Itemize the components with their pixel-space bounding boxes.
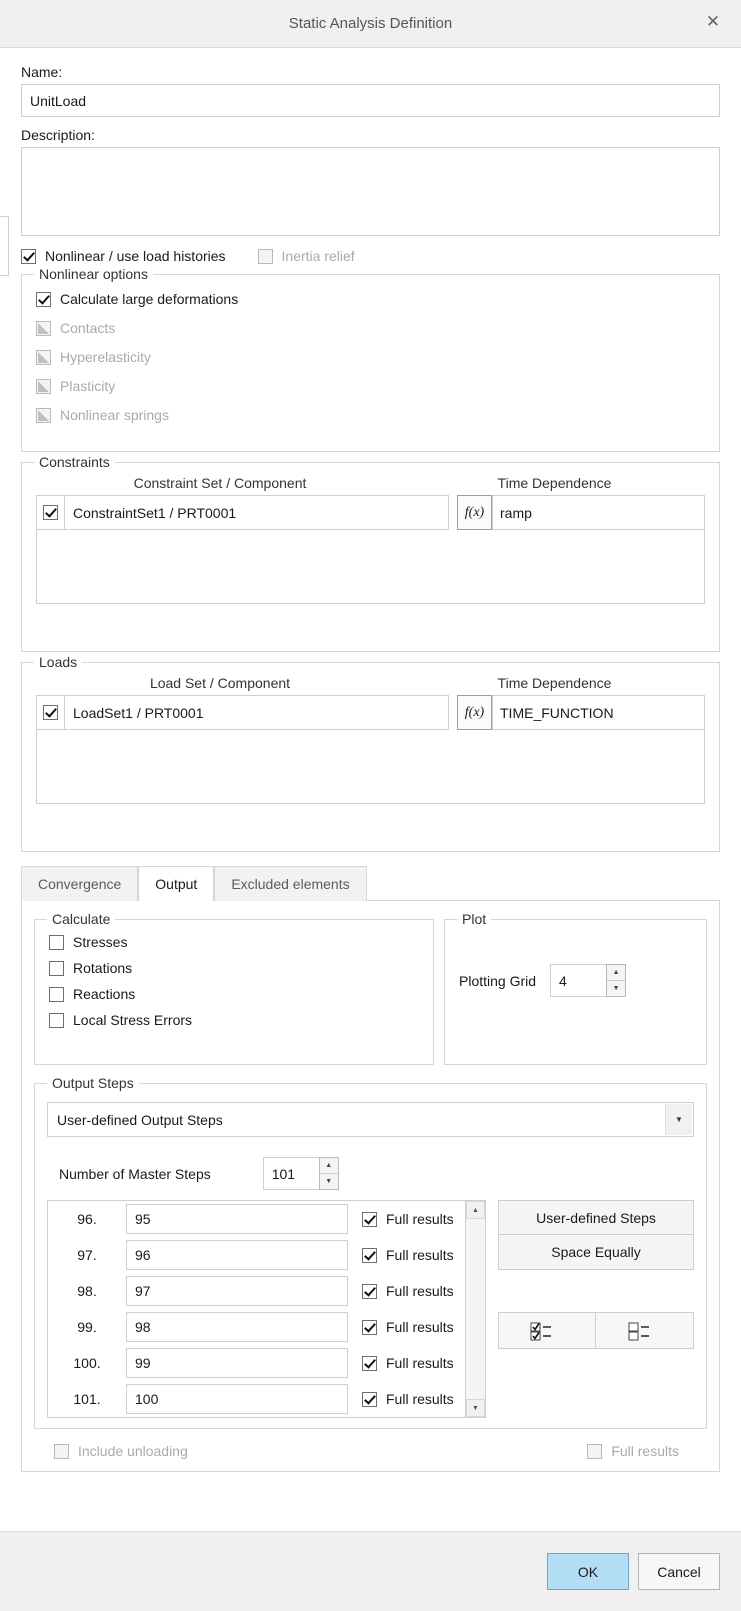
check-all-icon[interactable] bbox=[498, 1312, 596, 1349]
output-tab-panel bbox=[21, 900, 720, 1472]
checkbox-box bbox=[36, 350, 51, 365]
calculate-reactions[interactable] bbox=[49, 986, 419, 1002]
calculate-label: Stresses bbox=[73, 934, 128, 950]
checkbox-box bbox=[362, 1356, 377, 1371]
step-value-input[interactable]: 95 bbox=[126, 1204, 348, 1234]
steps-area bbox=[47, 1200, 694, 1418]
constraint-set-value[interactable]: ConstraintSet1 / PRT0001 bbox=[64, 495, 449, 530]
scroll-down-icon[interactable]: ▼ bbox=[466, 1399, 485, 1417]
step-value-input[interactable]: 98 bbox=[126, 1312, 348, 1342]
include-unloading-label: Include unloading bbox=[78, 1443, 188, 1459]
calculate-local-stress-errors[interactable] bbox=[49, 1012, 419, 1028]
option-label: Nonlinear springs bbox=[60, 407, 169, 423]
checkbox-box bbox=[49, 1013, 64, 1028]
step-full-results-label: Full results bbox=[386, 1211, 454, 1227]
option-nonlinear-springs bbox=[36, 407, 705, 423]
nonlinear-options-legend: Nonlinear options bbox=[34, 266, 153, 282]
master-steps-value[interactable]: 101 bbox=[263, 1157, 319, 1190]
function-icon[interactable]: f(x) bbox=[457, 495, 492, 530]
step-full-results-label: Full results bbox=[386, 1391, 454, 1407]
load-row-checkbox[interactable] bbox=[36, 695, 64, 730]
checkbox-box bbox=[258, 249, 273, 264]
output-steps-mode-value: User-defined Output Steps bbox=[57, 1111, 223, 1128]
table-row[interactable] bbox=[48, 1273, 465, 1309]
checkbox-box bbox=[36, 321, 51, 336]
calculate-group bbox=[34, 911, 434, 1065]
option-calculate-large-deformations[interactable] bbox=[36, 291, 705, 307]
plotting-grid-stepper[interactable] bbox=[550, 964, 626, 997]
full-results-label: Full results bbox=[611, 1443, 679, 1459]
checkbox-box bbox=[362, 1212, 377, 1227]
dialog-content bbox=[0, 48, 741, 1531]
calculate-label: Reactions bbox=[73, 986, 136, 1002]
step-full-results-checkbox[interactable] bbox=[362, 1283, 454, 1299]
checkbox-box bbox=[36, 379, 51, 394]
inertia-relief-label: Inertia relief bbox=[281, 248, 355, 264]
stepper-buttons[interactable] bbox=[606, 964, 626, 997]
chevron-down-icon[interactable]: ▼ bbox=[665, 1104, 692, 1135]
checkbox-box bbox=[21, 249, 36, 264]
checkbox-box bbox=[362, 1320, 377, 1335]
option-hyperelasticity bbox=[36, 349, 705, 365]
user-defined-steps-button[interactable]: User-defined Steps bbox=[498, 1200, 694, 1235]
table-row[interactable] bbox=[48, 1201, 465, 1237]
output-bottom-row bbox=[34, 1443, 707, 1459]
ok-button[interactable]: OK bbox=[547, 1553, 629, 1590]
plot-group bbox=[444, 911, 707, 1065]
table-row[interactable] bbox=[48, 1237, 465, 1273]
step-full-results-label: Full results bbox=[386, 1283, 454, 1299]
master-steps-label: Number of Master Steps bbox=[59, 1165, 211, 1182]
step-full-results-checkbox[interactable] bbox=[362, 1247, 454, 1263]
name-label: Name: bbox=[21, 64, 63, 80]
cancel-button[interactable]: Cancel bbox=[638, 1553, 720, 1590]
option-label: Plasticity bbox=[60, 378, 116, 394]
step-full-results-checkbox[interactable] bbox=[362, 1211, 454, 1227]
step-value-input[interactable]: 100 bbox=[126, 1384, 348, 1414]
table-row[interactable] bbox=[48, 1381, 465, 1417]
calculate-label: Rotations bbox=[73, 960, 133, 976]
loads-col-time: Time Dependence bbox=[497, 675, 612, 691]
steps-side-buttons bbox=[498, 1200, 694, 1418]
constraints-col-set: Constraint Set / Component bbox=[133, 475, 307, 491]
master-steps-stepper[interactable] bbox=[263, 1157, 339, 1190]
loads-col-set: Load Set / Component bbox=[149, 675, 291, 691]
checkbox-box bbox=[362, 1392, 377, 1407]
inertia-relief-checkbox bbox=[258, 248, 355, 264]
steps-scrollbar[interactable] bbox=[465, 1201, 485, 1417]
constraints-list-empty-area[interactable] bbox=[36, 530, 705, 604]
step-full-results-checkbox[interactable] bbox=[362, 1319, 454, 1335]
loads-group bbox=[21, 654, 720, 852]
step-full-results-checkbox[interactable] bbox=[362, 1355, 454, 1371]
dialog-titlebar bbox=[0, 0, 741, 48]
checkbox-box bbox=[36, 292, 51, 307]
stepper-down-icon[interactable]: ▼ bbox=[320, 1174, 338, 1190]
checkbox-box bbox=[43, 705, 58, 720]
nonlinear-options-group bbox=[21, 266, 720, 452]
scroll-up-icon[interactable]: ▲ bbox=[466, 1201, 485, 1219]
loads-list-empty-area[interactable] bbox=[36, 730, 705, 804]
checkbox-box bbox=[43, 505, 58, 520]
stepper-up-icon[interactable]: ▲ bbox=[320, 1158, 338, 1174]
checkbox-box bbox=[49, 935, 64, 950]
step-index: 97. bbox=[77, 1247, 97, 1263]
nonlinear-checkbox[interactable] bbox=[21, 248, 226, 264]
steps-mini-buttons bbox=[498, 1312, 694, 1349]
name-input[interactable]: UnitLoad bbox=[21, 84, 720, 117]
step-index: 100. bbox=[73, 1355, 101, 1371]
table-row[interactable] bbox=[48, 1345, 465, 1381]
checkbox-box bbox=[49, 961, 64, 976]
full-results-checkbox bbox=[587, 1443, 679, 1459]
calculate-legend: Calculate bbox=[47, 911, 115, 927]
step-full-results-label: Full results bbox=[386, 1247, 454, 1263]
scrollbar-thumb[interactable] bbox=[466, 1219, 485, 1399]
constraints-group bbox=[21, 454, 720, 652]
uncheck-all-icon[interactable] bbox=[596, 1312, 694, 1349]
constraints-row[interactable] bbox=[36, 495, 705, 530]
constraint-time-dependence-value[interactable]: ramp bbox=[492, 495, 705, 530]
output-steps-group bbox=[34, 1075, 707, 1429]
load-time-dependence-value[interactable]: TIME_FUNCTION bbox=[492, 695, 705, 730]
checkbox-box bbox=[36, 408, 51, 423]
option-label: Contacts bbox=[60, 320, 116, 336]
step-value-input[interactable]: 97 bbox=[126, 1276, 348, 1306]
option-plasticity bbox=[36, 378, 705, 394]
loads-row[interactable] bbox=[36, 695, 705, 730]
tab-output[interactable]: Output bbox=[138, 866, 214, 901]
constraint-row-checkbox[interactable] bbox=[36, 495, 64, 530]
plot-legend: Plot bbox=[457, 911, 491, 927]
step-index: 96. bbox=[77, 1211, 97, 1227]
close-icon[interactable]: ✕ bbox=[705, 12, 721, 31]
left-edge-stub bbox=[0, 216, 9, 276]
description-label: Description: bbox=[21, 127, 95, 143]
step-full-results-label: Full results bbox=[386, 1319, 454, 1335]
tab-convergence[interactable]: Convergence bbox=[21, 866, 138, 901]
dialog-title: Static Analysis Definition bbox=[288, 15, 453, 32]
description-input[interactable] bbox=[21, 147, 720, 236]
load-set-value[interactable]: LoadSet1 / PRT0001 bbox=[64, 695, 449, 730]
loads-legend: Loads bbox=[34, 654, 82, 670]
function-icon[interactable]: f(x) bbox=[457, 695, 492, 730]
checkbox-box bbox=[362, 1248, 377, 1263]
uncheck-all-glyph bbox=[625, 1320, 665, 1342]
stepper-down-icon[interactable]: ▼ bbox=[607, 981, 625, 997]
stepper-up-icon[interactable]: ▲ bbox=[607, 965, 625, 981]
step-full-results-checkbox[interactable] bbox=[362, 1391, 454, 1407]
plotting-grid-label: Plotting Grid bbox=[459, 972, 537, 989]
option-label: Hyperelasticity bbox=[60, 349, 152, 365]
dialog-footer bbox=[0, 1531, 741, 1611]
calculate-rotations[interactable] bbox=[49, 960, 419, 976]
step-index: 98. bbox=[77, 1283, 97, 1299]
output-steps-mode-select[interactable] bbox=[47, 1102, 694, 1137]
nonlinear-label: Nonlinear / use load histories bbox=[45, 248, 226, 264]
steps-table bbox=[47, 1200, 486, 1418]
step-value-input[interactable]: 99 bbox=[126, 1348, 348, 1378]
output-steps-legend: Output Steps bbox=[47, 1075, 139, 1091]
calculate-label: Local Stress Errors bbox=[73, 1012, 193, 1028]
option-contacts bbox=[36, 320, 705, 336]
tab-excluded-elements[interactable]: Excluded elements bbox=[214, 866, 366, 901]
constraints-col-time: Time Dependence bbox=[497, 475, 612, 491]
calculate-stresses[interactable] bbox=[49, 934, 419, 950]
plotting-grid-value[interactable]: 4 bbox=[550, 964, 606, 997]
constraints-legend: Constraints bbox=[34, 454, 115, 470]
option-label: Calculate large deformations bbox=[60, 291, 239, 307]
checkbox-box bbox=[587, 1444, 602, 1459]
include-unloading-checkbox bbox=[54, 1443, 188, 1459]
stepper-buttons[interactable] bbox=[319, 1157, 339, 1190]
checkbox-box bbox=[362, 1284, 377, 1299]
step-index: 101. bbox=[73, 1391, 101, 1407]
step-index: 99. bbox=[77, 1319, 97, 1335]
checkbox-box bbox=[49, 987, 64, 1002]
check-all-glyph bbox=[527, 1320, 567, 1342]
tab-bar bbox=[21, 866, 720, 901]
checkbox-box bbox=[54, 1444, 69, 1459]
step-full-results-label: Full results bbox=[386, 1355, 454, 1371]
step-value-input[interactable]: 96 bbox=[126, 1240, 348, 1270]
space-equally-button[interactable]: Space Equally bbox=[498, 1235, 694, 1270]
table-row[interactable] bbox=[48, 1309, 465, 1345]
